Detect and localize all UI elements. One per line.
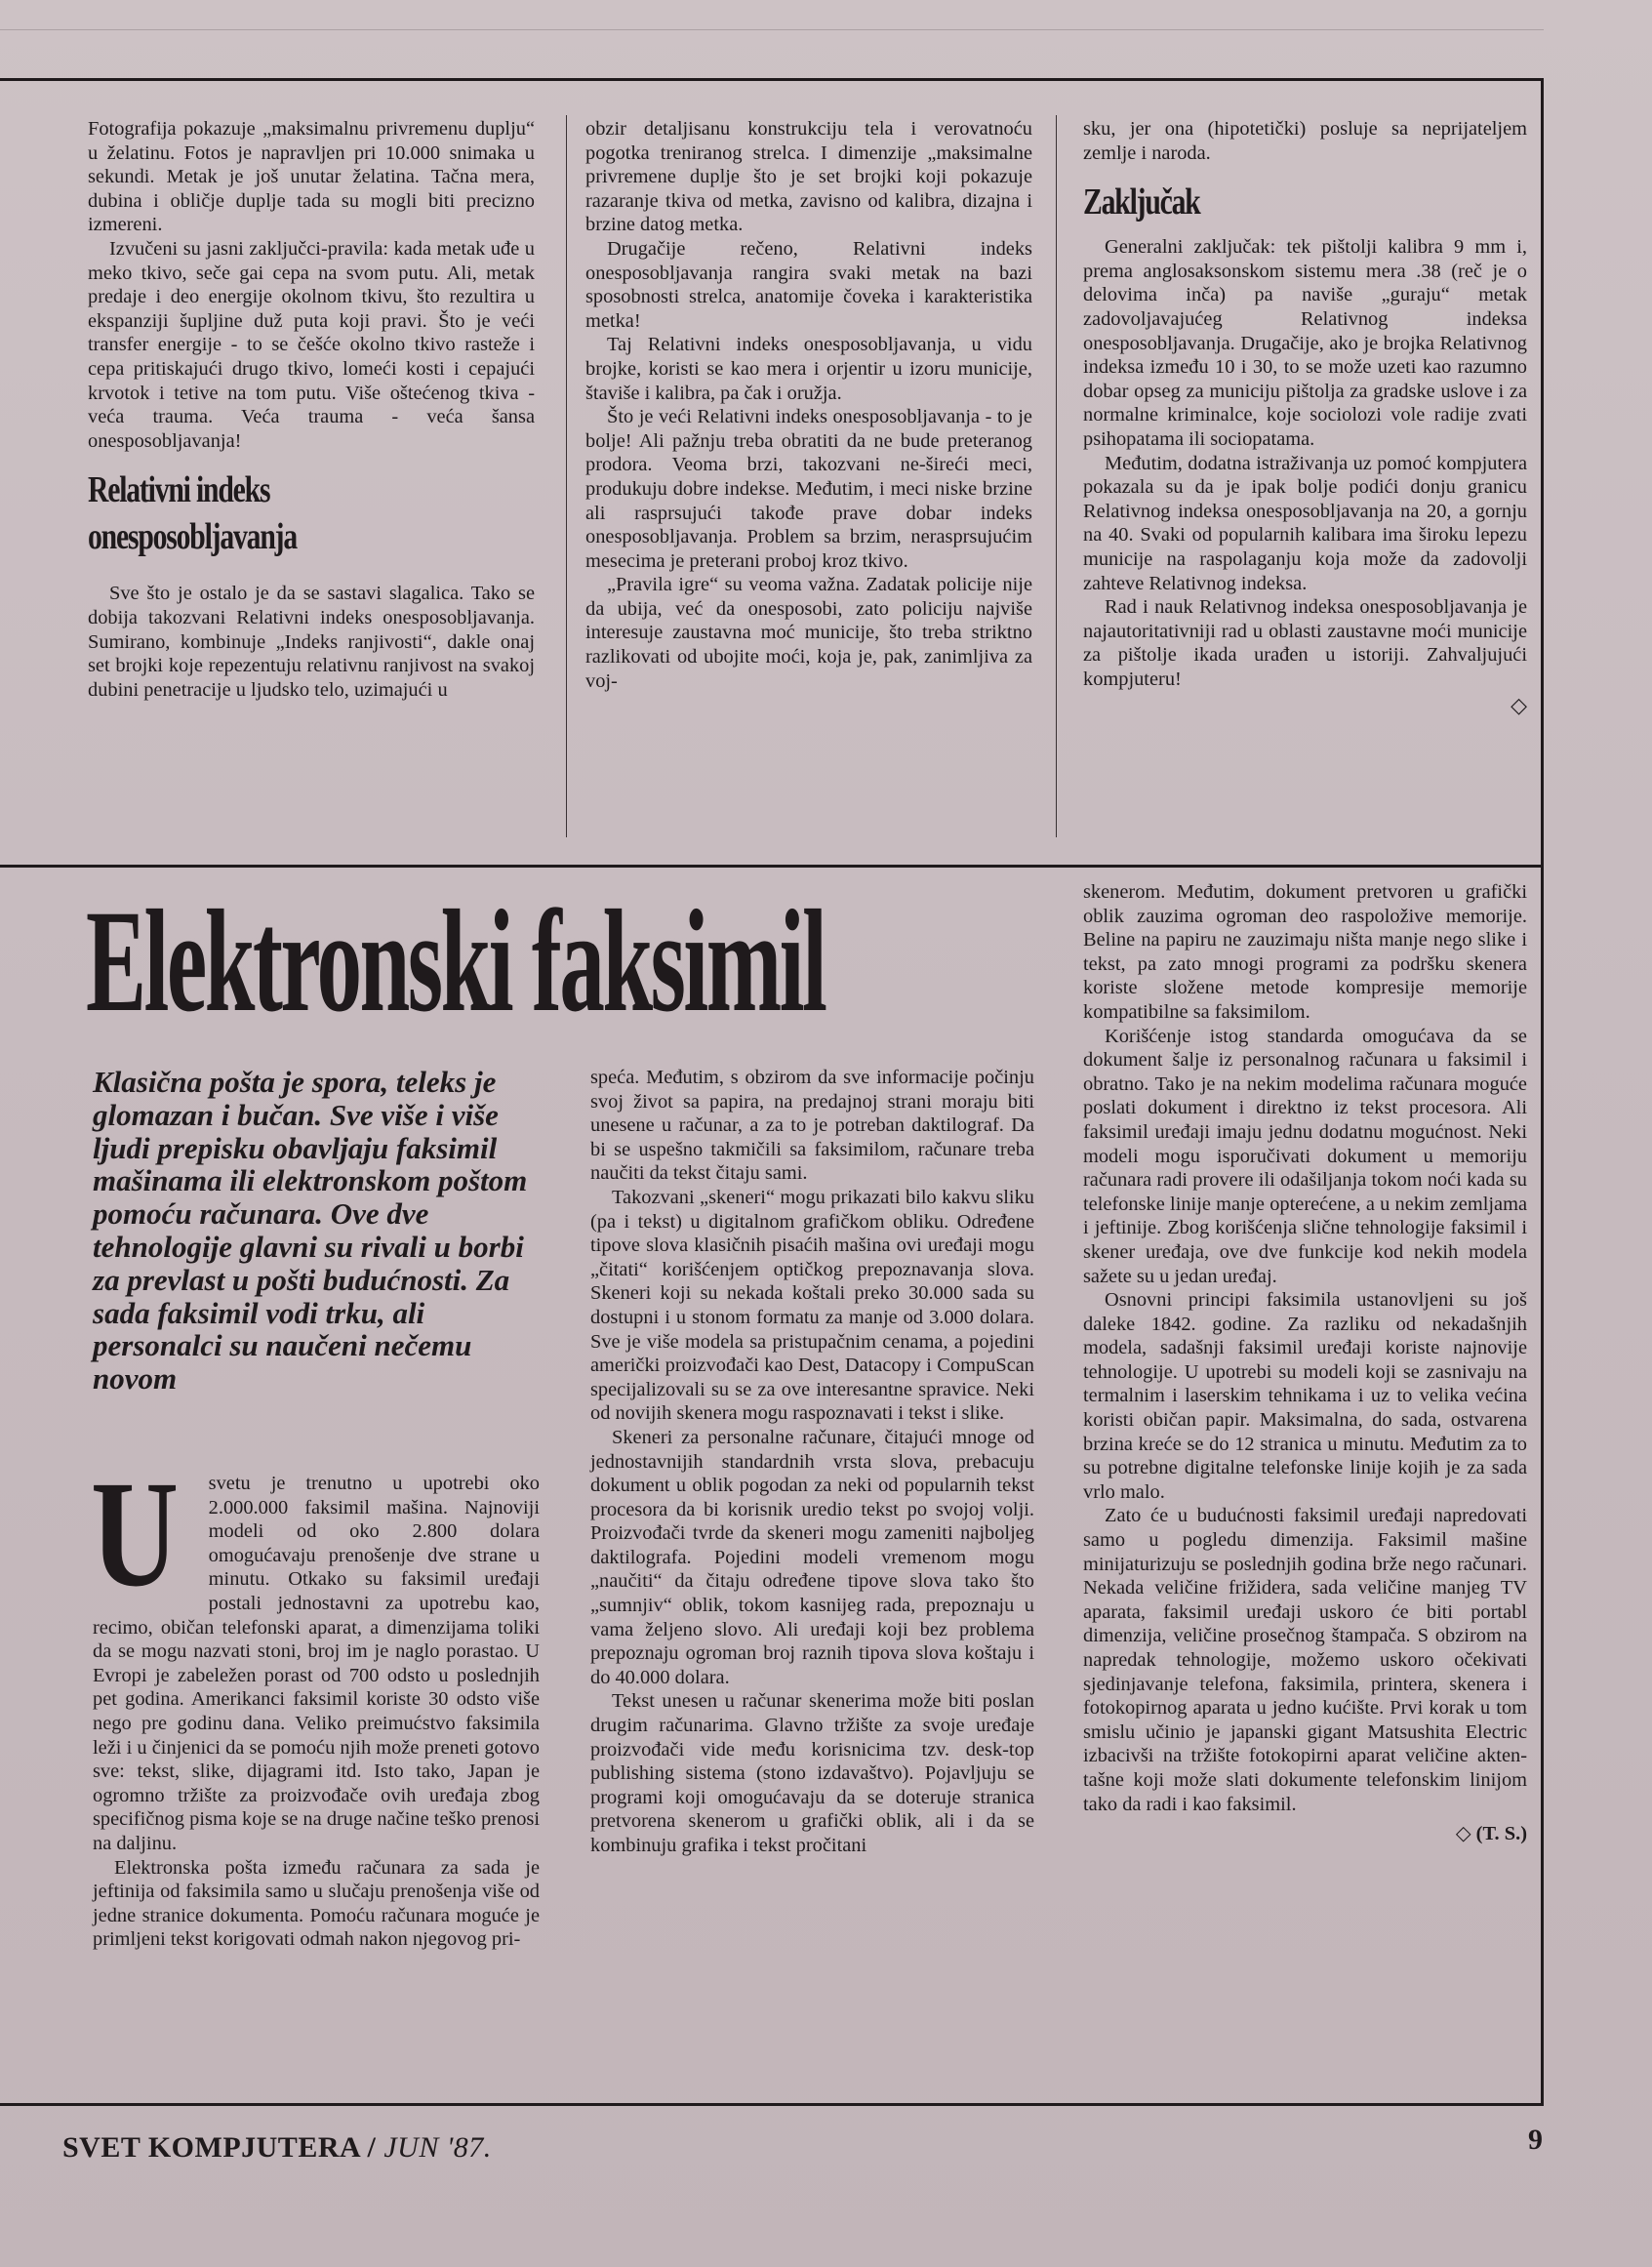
- paragraph: Tekst unesen u računar skenerima može biti poslan drugim računarima. Glavno tržište za svoje uređaje proizvođači vide među korisnicima tzv. desk-top publishing sistema (stono izdavaštvo). Pojavljuju se programi koji omogućavaju da se doteruje stranica pretvorena skenerom u grafički oblik, ali i da se kombinuju grafika i tekst pročitani: [590, 1690, 1034, 1856]
- paragraph: Sve što je ostalo je da se sastavi slagalica. Tako se dobija takozvani Relativni indeks onesposobljavanja. Sumirano, kombinuje „Indeks ranjivosti“, dakle onaj set brojki koje repezentuju relativnu ranjivost na svakoj dubini penetracije u ljudsko telo, uzimajući u: [88, 583, 535, 701]
- article-lead: Klasična pošta je spora, teleks je glomazan i bučan. Sve više i više ljudi prepisku obavljaju faksimil mašinama ili elektronskom poštom pomoću računara. Ove dve tehnologije glavni su rivali u borbi za prevlast u pošti budućnosti. Za sada faksimil vodi trku, ali personalci su naučeni nečemu novom: [93, 1065, 528, 1397]
- paragraph: Rad i nauk Relativnog indeksa onesposobljavanja je najautoritativniji rad u oblasti zaustavne moći municije za pištolje ikada urađen u istoriji. Zahvaljujući kompjuteru!: [1083, 596, 1527, 690]
- article-divider: [0, 865, 1544, 868]
- column-rule: [566, 115, 567, 837]
- page-number: 9: [1528, 2124, 1543, 2156]
- paragraph: Izvučeni su jasni zaključci-pravila: kada metak uđe u meko tkivo, seče gai cepa na svom putu. Ali, metak predaje i deo energije okolnom tkivu, što rezultira u ekspanziji šupljine duž puta koji pravi. Što je veći transfer energije - to se češće okolno tkivo rasteže i cepa pritiskajući drugo tkivo, lomeći kosti i cepajući krvotok i tetive na tom putu. Više oštećenog tkiva - veća trauma. Veća trauma - veća šansa onesposobljavanja!: [88, 237, 535, 452]
- top-article-column-1: [88, 117, 535, 702]
- section-heading-line: Relativni indeks: [88, 469, 270, 511]
- page-footer: [62, 2131, 492, 2165]
- paragraph: Drugačije rečeno, Relativni indeks onesposobljavanja rangira svaki metak na bazi sposobnosti strelca, anatomije čoveka i karakteristika metka!: [585, 237, 1032, 332]
- end-mark-icon: ◇: [1511, 694, 1527, 719]
- column-rule: [1056, 115, 1057, 837]
- drop-cap: U: [91, 1449, 180, 1618]
- magazine-name: SVET KOMPJUTERA: [62, 2131, 360, 2164]
- paragraph: speća. Međutim, s obzirom da sve informacije počinju svoj život sa papira, na predajnoj strani moraju biti unesene u računar, a za to je potreban daktilograf. Da bi se uspešno takmičili sa faksimilom, računare treba naučiti da tekst čitaju sami.: [590, 1067, 1034, 1185]
- paragraph: Taj Relativni indeks onesposobljavanja, u vidu brojke, koristi se kao mera i orjentir u izoru municije, štaviše i kalibra, pa čak i oružja.: [585, 334, 1032, 404]
- paragraph-first: svetu je trenutno u upotrebi oko 2.000.000 faksimil mašina. Najnoviji modeli od oko 2.800 dolara omogućavaju prenošenje dve strane u minutu. Otkako su faksimil uređaji postali jednostavni za upotrebu kao, recimo, običan telefonski aparat, a dimenzijama toliki da se mogu nazvati stoni, broj im je naglo porastao. U Evropi je zabeležen porast od 700 odsto u poslednjih pet godina. Amerikanci faksimil koriste 30 odsto više nego pre godinu dana. Veliko preimućstvo faksimila leži i u činjenici da se pomoću njih može preneti gotovo sve: tekst, slike, dijagrami itd. Isto tako, Japan je ogromno tržište za proizvođače ovih uređaja zbog specifičnog pisma koje se na druge načine teško prenosi na daljinu.: [93, 1473, 540, 1854]
- paragraph: sku, jer ona (hipotetički) posluje sa neprijateljem zemlje i naroda.: [1083, 118, 1527, 164]
- article-column-3: [1083, 880, 1527, 1846]
- author-signature: ◇ (T. S.): [1455, 1823, 1527, 1845]
- paragraph: „Pravila igre“ su veoma važna. Zadatak policije nije da ubija, već da onesposobi, zato policiju najviše interesuje zaustavna moć municije, što treba striktno razlikovati od ubojite moći, koja je, pak, zanimljiva za voj-: [585, 574, 1032, 692]
- article-title: Elektronski faksimil: [86, 880, 826, 1042]
- paragraph: Korišćenje istog standarda omogućava da se dokument šalje iz personalnog računara u faksimil i obratno. Tako je na nekim modelima računara moguće poslati dokument i direktno iz tekst procesora. Ali faksimil uređaji imaju jednu dodatnu mogućnost. Neki modeli mogu isporučivati dokument u memoriju računara radi provere ili odašiljanja tokom noći kada su telefonske linije manje opterećene, a u nekim zemljama i jeftinije. Zbog korišćenja slične tehnologije faksimil i skener uređaja, ove dve funkcije kod nekih modela sažete su u jedan uređaj.: [1083, 1025, 1527, 1287]
- paragraph: Što je veći Relativni indeks onesposobljavanja - to je bolje! Ali pažnju treba obratiti da ne bude preteranog prodora. Veoma brzi, takozvani ne-šireći meci, produkuju dobre indekse. Međutim, i meci niske brzine ali rasprsujući takođe prave dobar indeks onesposobljavanja. Problem sa brzim, nerasprsujućim mesecima je preterani proboj kroz tkivo.: [585, 406, 1032, 572]
- top-article-column-2: [585, 117, 1032, 693]
- top-article-column-3: [1083, 117, 1527, 719]
- section-heading-line: onesposobljavanja: [88, 516, 297, 558]
- section-heading: Zaključak: [1083, 182, 1200, 223]
- paragraph: Takozvani „skeneri“ mogu prikazati bilo kakvu sliku (pa i tekst) u digitalnom grafičkom obliku. Određene tipove slova klasičnih pisaćih mašina ovi uređaji mogu „čitati“ korišćenjem optičkog prepoznavanja slova. Skeneri koji su nekada koštali preko 30.000 sada su dostupni i u stonom formatu za manje od 3.000 dolara. Sve je više modela sa pristupačnim cenama, a pojedini američki proizvođači kao Dest, Datacopy i CompuScan specijalizovali su se za ove interesantne spravice. Neki od novijih skenera mogu raspoznavati i tekst i slike.: [590, 1186, 1034, 1425]
- paragraph: skenerom. Međutim, dokument pretvoren u grafički oblik zauzima ogroman deo raspoložive memorije. Beline na papiru ne zauzimaju ništa manje nego slike i tekst, pa zato mnogi programi za podršku skenera koriste složene metode kompresije memorije kompatibilne sa faksimilom.: [1083, 881, 1527, 1023]
- section-heading: [88, 466, 436, 560]
- paragraph: Zato će u budućnosti faksimil uređaji napredovati samo u pogledu dimenzija. Faksimil mašine minijaturizuju se poslednjih godina brže nego računari. Nekada veličine frižidera, sada veličine manjeg TV aparata, faksimil uređaji uskoro će biti portabl dimenzija, veličine prosečnog štampača. S obzirom na napredak tehnologije, možemo uskoro očekivati sjedinjavanje telefona, faksimila, printera, skenera i fotokopirnog aparata u jedno kućište. Prvi korak u tom smislu učinio je japanski gigant Matsushita Electric izbacivši na tržište fotokopirni aparat veličine akten-tašne koji može slati dokumente telefonskim linijom tako da radi i kao faksimil.: [1083, 1505, 1527, 1815]
- paragraph: obzir detaljisanu konstrukciju tela i verovatnoću pogotka treniranog strelca. I dimenzije „maksimalne privremene duplje što je set brojki koji pokazuje razaranje tkiva od metka, zavisno od kalibra, dizajna i brzine datog metka.: [585, 118, 1032, 236]
- page-edge-line: [0, 29, 1544, 30]
- article-column-1: [91, 1449, 540, 1952]
- paragraph: Elektronska pošta između računara za sada je jeftinija od faksimila samo u slučaju prenošenja više od jedne stranice dokumenta. Pomoću računara moguće je primljeni tekst korigovati odmah nakon njegovog pri-: [93, 1856, 540, 1951]
- paragraph: Generalni zaključak: tek pištolji kalibra 9 mm i, prema anglosaksonskom sistemu mera .38 (reč je o delovima inča) pa naviše „guraju“ metak zadovoljavajućeg Relativnog indeksa onesposobljavanja. Drugačije, ako je brojka Relativnog indeksa između 10 i 30, to se može uzeti kao razumno dobar opseg za municiju pištolja za gradske uslove i za normalne kriminalce, koje sociolozi vole radije zvati psihopatama ili sociopatama.: [1083, 236, 1527, 450]
- footer-separator: /: [359, 2131, 384, 2164]
- article-column-2: [590, 1066, 1034, 1858]
- paragraph: Skeneri za personalne računare, čitajući mnoge od jednostavnijih standardnih vrsta slova, prebacuju dokument u oblik pogodan za neki od popularnih tekst procesora da bi korisnik uredio tekst po svojoj volji. Proizvođači tvrde da skeneri mogu zameniti najboljeg daktilografa. Pojedini modeli vremenom mogu „naučiti“ da čitaju određene tipove slova tako što „sumnjiv“ oblik, tokom kasnijeg rada, prepoznaju u vama željeno slovo. Ali uređaji koji bez problema prepoznaju ogroman broj raznih tipova slova koštaju i do 40.000 dolara.: [590, 1426, 1034, 1688]
- issue-date: JUN '87.: [383, 2131, 492, 2164]
- paragraph: Osnovni principi faksimila ustanovljeni su još daleke 1842. godine. Za razliku od nekadašnjih modela, sadašnji faksimil uređaji koriste najnovije tehnologije. U upotrebi su modeli koji se zasnivaju na termalnim i laserskim tehnikama i uz to velika većina koristi običan papir. Maksimalna, do sada, ostvarena brzina kreće se do 12 stranica u minutu. Međutim za to su potrebne digitalne telefonske linije kojih je za sada vrlo malo.: [1083, 1289, 1527, 1503]
- paragraph: Međutim, dodatna istraživanja uz pomoć kompjutera pokazala su da je ipak bolje podići donju granicu Relativnog indeksa onesposobljavanja na 20, a gornju na 40. Svaki od popularnih kalibara ima široku lepezu municije na raspolaganju koja može da zadovolji zahteve Relativnog indeksa.: [1083, 452, 1527, 594]
- paragraph: Fotografija pokazuje „maksimalnu privremenu duplju“ u želatinu. Fotos je napravljen pri 10.000 snimaka u sekundi. Metak je još unutar želatina. Tačna mera, dubina i obličje duplje tada su mogli biti precizno izmereni.: [88, 118, 535, 236]
